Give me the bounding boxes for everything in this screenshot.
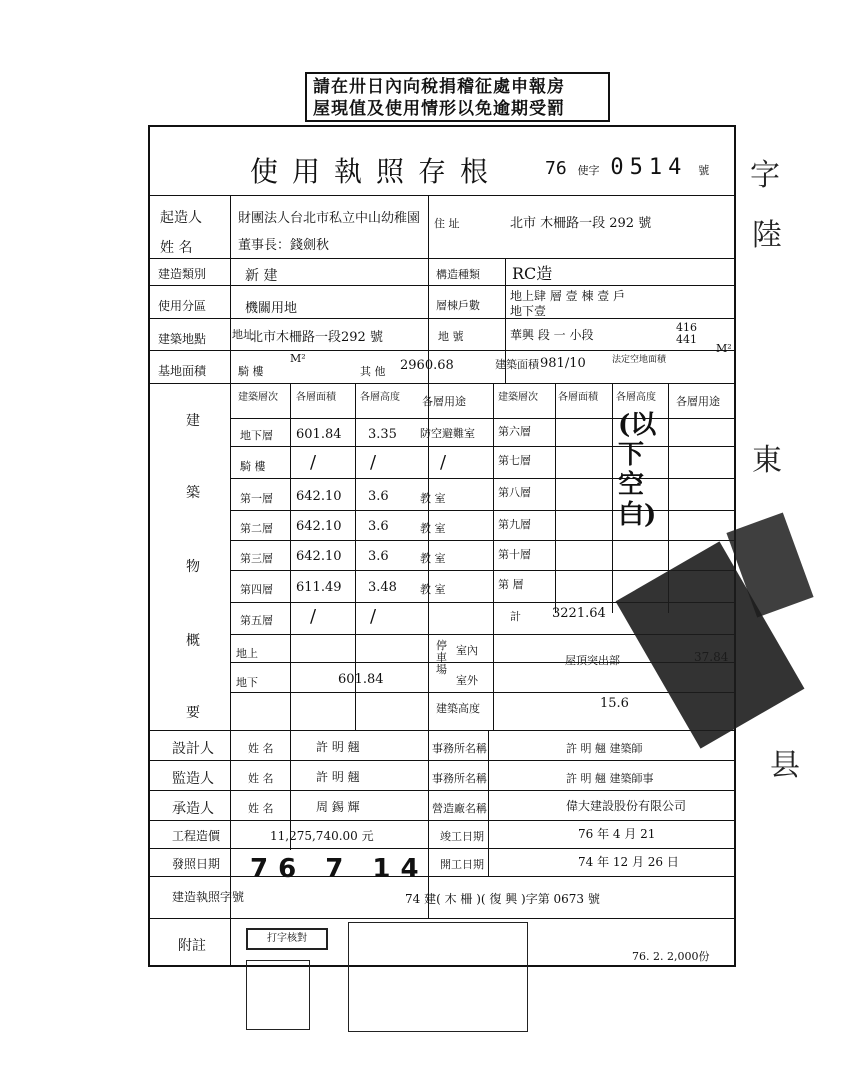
lot-no-1: 416 [676, 321, 697, 334]
row-height: / [370, 606, 377, 627]
label-building-3: 物 [186, 559, 200, 575]
row-height: 3.35 [368, 427, 397, 442]
row-area: 642.10 [296, 519, 342, 534]
header-height-2: 各層高度 [616, 392, 656, 403]
label-floors: 層棟戶數 [436, 299, 480, 312]
row-height: 3.6 [368, 549, 389, 564]
label-roof: 屋頂突出部 [565, 654, 620, 667]
label-builder: 起造人 [160, 210, 202, 226]
header-use-2: 各層用途 [676, 395, 720, 408]
header-use: 各層用途 [422, 395, 466, 408]
row-area: / [310, 606, 317, 627]
row-area: 601.84 [296, 427, 342, 442]
seal-block [348, 922, 528, 1032]
floors-value: 地上肆 層 壹 棟 壹 戶 [510, 289, 626, 303]
row-floor: 第四層 [240, 583, 273, 596]
issue-date-handwritten: 76 7 14 [250, 854, 429, 884]
site-address-value: 北市木柵路一段292 號 [250, 330, 383, 345]
label-notes: 附註 [178, 938, 206, 954]
label-use-zone: 使用分區 [158, 299, 207, 313]
form-title: 使用執照存根 [250, 155, 503, 188]
row-use: 教 室 [420, 492, 446, 505]
row-area: / [310, 452, 317, 473]
margin-char: 县 [770, 748, 800, 783]
license-year: 76 [545, 158, 567, 179]
firm-1-value: 許 明 翹 建築師 [566, 742, 643, 755]
row-height: 3.6 [368, 519, 389, 534]
contractor-name: 周 錫 輝 [316, 800, 360, 814]
label-person-name: 姓 名 [248, 742, 274, 755]
row-use: 教 室 [420, 583, 446, 596]
right-floor: 第十層 [498, 548, 531, 561]
header-area: 各層面積 [296, 392, 336, 403]
row-height: / [370, 452, 377, 473]
row-use: 教 室 [420, 552, 446, 565]
label-legal-open: 法定空地面積 [612, 355, 667, 365]
label-firm-2: 事務所名稱 [432, 772, 487, 785]
label-building-1: 建 [186, 413, 200, 429]
label-permit-no: 建造執照字號 [172, 890, 245, 904]
right-floor: 第 層 [498, 578, 524, 591]
margin-char: 字 [750, 158, 780, 193]
license-number [545, 155, 709, 180]
blank-note: (以下空白) [618, 410, 657, 530]
notice-line-1: 請在卅日內向稅捐稽征處申報房 [313, 77, 565, 97]
row-area: 611.49 [296, 580, 342, 595]
label-start: 開工日期 [440, 858, 484, 871]
seal-small [246, 960, 310, 1030]
label-building-area: 建築面積 [495, 358, 539, 371]
row-area: 642.10 [296, 489, 342, 504]
label-basement: 地下 [236, 676, 258, 689]
chairman-value: 董事長：錢劍秋 [238, 238, 330, 253]
label-name: 姓 名 [160, 240, 193, 256]
structure-value: RC造 [512, 264, 553, 283]
label-building-4: 概 [186, 633, 200, 649]
label-bldg-height: 建築高度 [436, 702, 480, 715]
label-total: 計 [510, 610, 521, 623]
label-site-location: 建築地點 [158, 332, 207, 346]
label-arcade: 騎 樓 [238, 365, 264, 378]
firm-2-value: 許 明 翹 建築師事 [566, 772, 654, 785]
label-firm: 事務所名稱 [432, 742, 487, 755]
row-floor: 第五層 [240, 614, 273, 627]
start-value: 74 年 12 月 26 日 [578, 855, 679, 869]
row-use: 防空避難室 [420, 427, 475, 440]
other-area-value: 2960.68 [400, 358, 454, 373]
header-item-2: 建築層次 [498, 392, 538, 403]
typed-check-label: 打字核對 [267, 933, 307, 944]
right-floor: 第七層 [498, 454, 531, 467]
right-floor: 第八層 [498, 486, 531, 499]
label-site-address: 地址 [232, 328, 254, 341]
designer-name: 許 明 翹 [316, 740, 360, 754]
label-supervisor: 監造人 [172, 771, 214, 787]
row-floor: 地下層 [240, 429, 273, 442]
label-structure: 構造種類 [436, 268, 480, 281]
builder-value: 財團法人台北市私立中山幼稚園 [238, 211, 421, 226]
label-lot: 地 號 [438, 330, 464, 343]
lot-section-value: 華興 段 一 小段 [510, 328, 594, 342]
label-issue-date: 發照日期 [172, 857, 221, 871]
factory-value: 偉大建設股份有限公司 [566, 799, 687, 813]
label-designer: 設計人 [172, 741, 214, 757]
row-use: 教 室 [420, 522, 446, 535]
label-finish: 竣工日期 [440, 830, 484, 843]
header-height: 各層高度 [360, 392, 400, 403]
right-floor: 第六層 [498, 425, 531, 438]
row-area: 642.10 [296, 549, 342, 564]
label-build-type: 建造類別 [158, 267, 207, 281]
label-parking-in: 室內 [456, 644, 478, 657]
unit-legal-open: M² [716, 342, 732, 355]
row-use: / [440, 452, 447, 473]
row-floor: 第二層 [240, 522, 273, 535]
label-person-name: 姓 名 [248, 802, 274, 815]
row-floor: 第一層 [240, 492, 273, 505]
build-type-value: 新 建 [245, 268, 278, 284]
notice-line-2: 屋現值及使用情形以免逾期受罰 [313, 99, 565, 119]
margin-char: 東 [752, 443, 782, 478]
label-person-name: 姓 名 [248, 772, 274, 785]
label-factory: 營造廠名稱 [432, 802, 487, 815]
label-ground: 地上 [236, 647, 258, 660]
license-prefix: 使字 [577, 164, 600, 177]
label-other: 其 他 [360, 365, 386, 378]
typed-check-box [246, 928, 328, 950]
height-total-value: 15.6 [600, 696, 629, 711]
lot-no-2: 441 [676, 333, 697, 346]
total-area-value: 3221.64 [552, 606, 606, 621]
license-suffix: 號 [698, 164, 710, 177]
label-site-area: 基地面積 [158, 364, 207, 378]
floors-value-2: 地下壹 [510, 304, 547, 318]
label-cost: 工程造價 [172, 829, 221, 843]
label-address: 住 址 [434, 217, 460, 230]
footer-print: 76. 2. 2,000份 [632, 950, 710, 963]
building-area-value: 981/10 [540, 356, 586, 371]
row-floor: 騎 樓 [240, 460, 266, 473]
unit-arcade: M² [290, 352, 306, 365]
supervisor-name: 許 明 翹 [316, 770, 360, 784]
basement-area-value: 601.84 [338, 672, 384, 687]
margin-char: 陸 [752, 218, 782, 253]
tax-notice-box [305, 72, 610, 122]
row-floor: 第三層 [240, 552, 273, 565]
address-value: 北市 木柵路一段 292 號 [510, 216, 652, 231]
label-building-5: 要 [186, 705, 200, 721]
permit-value: 74 建( 木 柵 )( 復 興 )字第 0673 號 [405, 892, 600, 906]
row-height: 3.48 [368, 580, 397, 595]
use-zone-value: 機關用地 [245, 301, 298, 316]
cost-value: 11,275,740.00 元 [270, 829, 374, 843]
label-contractor: 承造人 [172, 801, 214, 817]
label-parking: 停車場 [436, 639, 447, 676]
header-item: 建築層次 [238, 392, 278, 403]
header-area-2: 各層面積 [558, 392, 598, 403]
license-no: 0514 [610, 155, 688, 180]
row-height: 3.6 [368, 489, 389, 504]
label-parking-out: 室外 [456, 674, 478, 687]
right-floor: 第九層 [498, 518, 531, 531]
label-building-2: 築 [186, 485, 200, 501]
finish-value: 76 年 4 月 21 [578, 827, 656, 841]
